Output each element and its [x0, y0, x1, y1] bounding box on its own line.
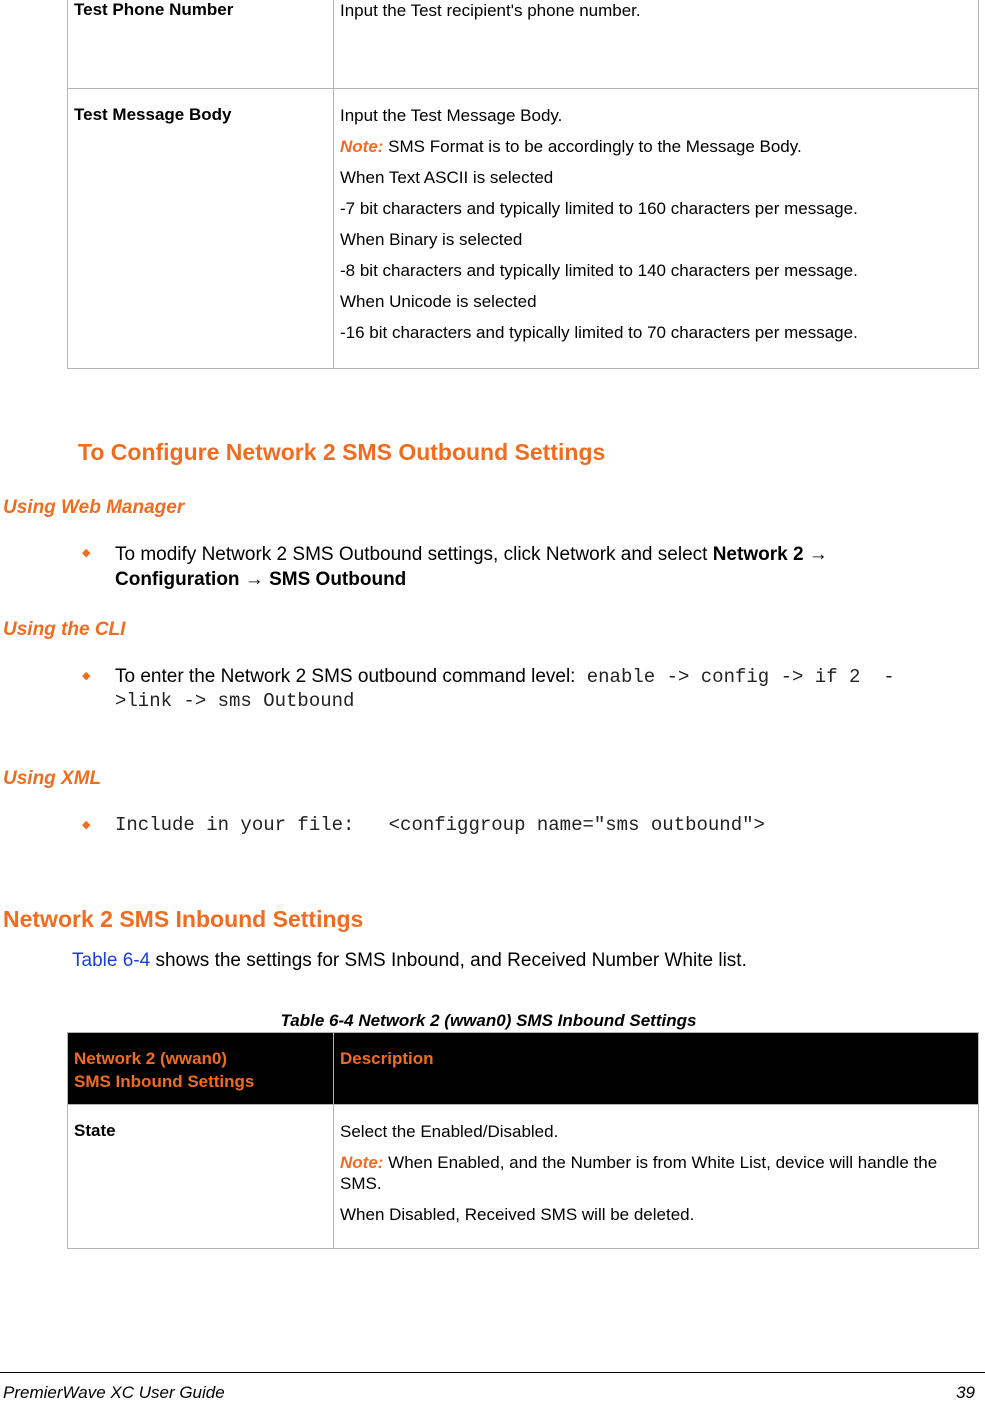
subheading-cli: Using the CLI: [3, 619, 126, 640]
table-row: [68, 0, 979, 89]
row-line: When Text ASCII is selected: [340, 168, 554, 187]
table-reference-link[interactable]: Table 6-4: [72, 950, 151, 971]
table-cell-label: [68, 0, 334, 89]
row-note: [340, 131, 972, 162]
note-text: SMS Format is to be accordingly to the Message Body.: [383, 137, 802, 156]
row-label: Test Phone Number: [74, 0, 234, 19]
row-description: Input the Test recipient's phone number.: [340, 1, 641, 20]
bullet-icon: ◆: [82, 670, 91, 682]
section-heading-outbound: To Configure Network 2 SMS Outbound Settings: [78, 439, 606, 465]
table-cell-label: [68, 1105, 334, 1249]
header-description: Description: [340, 1049, 434, 1068]
note-label: Note:: [340, 137, 384, 156]
table-cell-label: [68, 89, 334, 369]
instruction-text: To modify Network 2 SMS Outbound settings, click Network and select: [115, 544, 713, 565]
note-text: When Enabled, and the Number is from White List, device will handle the SMS.: [340, 1153, 938, 1193]
cli-command-line-1: enable -> config -> if 2 -: [586, 666, 895, 688]
section-heading-inbound: Network 2 SMS Inbound Settings: [3, 906, 364, 932]
bullet-icon: ◆: [82, 547, 91, 559]
row-line: -16 bit characters and typically limited to 70 characters per message.: [340, 323, 858, 342]
intro-text: shows the settings for SMS Inbound, and Received Number White list.: [150, 950, 747, 971]
table-cell-description: [334, 89, 979, 369]
row-intro: Select the Enabled/Disabled.: [340, 1122, 559, 1141]
table-row: [68, 89, 979, 369]
settings-table-inbound: [67, 1032, 979, 1249]
nav-sms-outbound: SMS Outbound: [269, 569, 407, 590]
row-line: When Binary is selected: [340, 230, 523, 249]
cli-command-line-2: >link -> sms Outbound: [115, 690, 355, 712]
table-header-cell: [334, 1033, 979, 1105]
inbound-intro: [72, 950, 747, 972]
table-cell-description: [334, 0, 979, 89]
header-label-line-1: Network 2 (wwan0): [74, 1049, 228, 1068]
note-label: Note:: [340, 1153, 384, 1172]
footer-title: PremierWave XC User Guide: [3, 1383, 225, 1402]
cli-instruction: [115, 664, 895, 690]
subheading-xml: Using XML: [3, 768, 102, 789]
subheading-web-manager: Using Web Manager: [3, 497, 185, 518]
row-line: When Disabled, Received SMS will be deleted.: [340, 1205, 695, 1224]
web-manager-instruction: [115, 542, 935, 592]
footer-divider: [0, 1372, 985, 1373]
row-note: [340, 1147, 972, 1199]
arrow-icon: →: [803, 544, 828, 565]
table-row: [68, 1105, 979, 1249]
table-cell-description: [334, 1105, 979, 1249]
row-line: -7 bit characters and typically limited to 160 characters per message.: [340, 199, 858, 218]
page-number: 39: [956, 1383, 975, 1402]
row-line: When Unicode is selected: [340, 292, 537, 311]
bullet-icon: ◆: [82, 819, 91, 831]
table-header-row: [68, 1033, 979, 1105]
row-intro: Input the Test Message Body.: [340, 106, 563, 125]
table-header-cell: [68, 1033, 334, 1105]
settings-table-top: [67, 0, 979, 369]
xml-include-line: Include in your file: <configgroup name="sms outbound">: [115, 814, 765, 836]
nav-configuration: Configuration: [115, 569, 240, 590]
table-caption: [0, 1011, 985, 1031]
instruction-text: To enter the Network 2 SMS outbound command level:: [115, 666, 576, 687]
row-label: Test Message Body: [74, 105, 232, 124]
arrow-icon: →: [239, 569, 270, 590]
row-line: -8 bit characters and typically limited to 140 characters per message.: [340, 261, 858, 280]
header-label-line-2: SMS Inbound Settings: [74, 1072, 255, 1091]
row-label: State: [74, 1121, 116, 1140]
nav-network-2: Network 2: [712, 544, 804, 565]
caption-text: Table 6-4 Network 2 (wwan0) SMS Inbound Settings: [280, 1011, 697, 1030]
